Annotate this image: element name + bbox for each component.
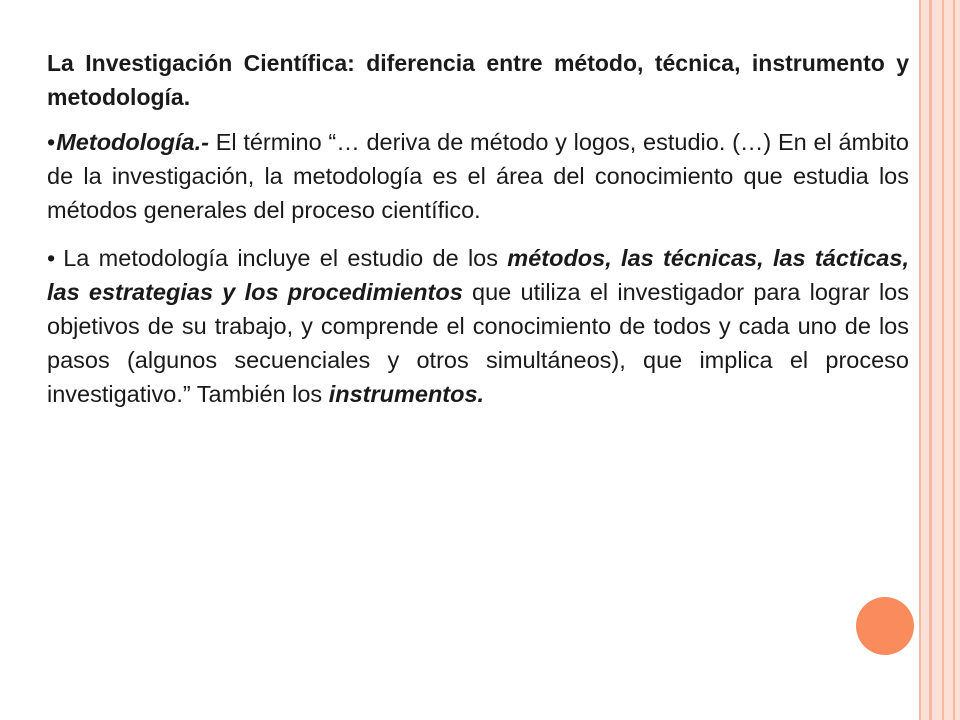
bullet-marker: • <box>47 129 56 155</box>
scope-emphasis-a: métodos, las técnicas, las tácticas, las estrategias y los procedimientos <box>47 244 909 305</box>
definition-paragraph <box>47 125 909 228</box>
slide-title <box>47 46 909 114</box>
scope-text-b: que utiliza el investigador para lograr los objetivos de su trabajo, y comprende el conocimiento de todos y cada uno de los pasos (algunos secuenciales y otros simultáneos), que implica el proceso investigativo.” También los <box>47 278 909 408</box>
decorative-circle <box>856 597 914 655</box>
scope-emphasis-b: instrumentos. <box>328 381 485 408</box>
right-border-line <box>929 0 932 720</box>
definition-term: Metodología.- <box>56 129 209 155</box>
scope-paragraph <box>47 241 909 412</box>
right-border-line <box>919 0 921 720</box>
slide-title-text: La Investigación Científica: diferencia entre método, técnica, instrumento y metodología. <box>47 50 909 110</box>
right-border-line <box>942 0 944 720</box>
bullet-marker: • <box>47 244 56 271</box>
right-border-line <box>953 0 955 720</box>
slide-content <box>47 46 909 425</box>
definition-text: El término “… deriva de método y logos, estudio. (…) En el ámbito de la investigación, la metodología es el área del conocimiento que estudia los métodos generales del proceso científico. <box>47 129 909 224</box>
scope-text-a: La metodología incluye el estudio de los <box>63 244 508 271</box>
